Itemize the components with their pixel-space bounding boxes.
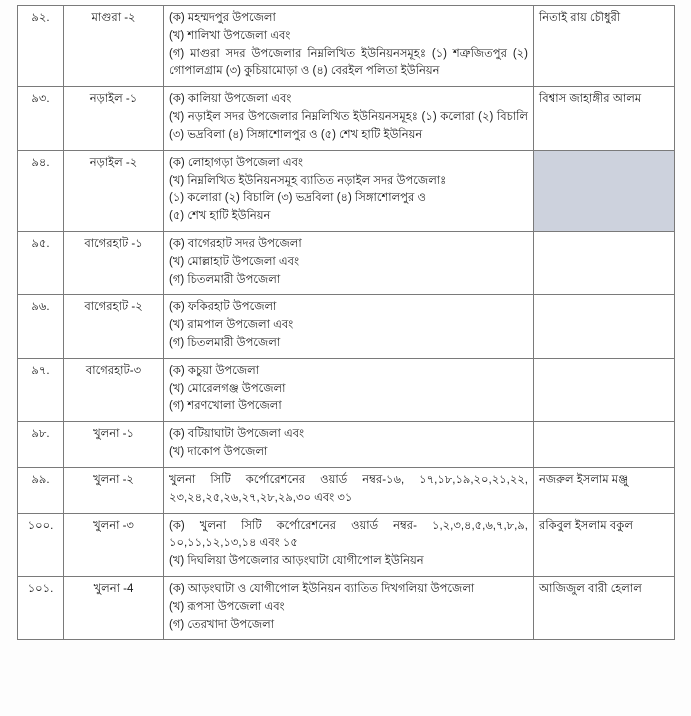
area-line: (ক) ফকিরহাট উপজেলা bbox=[169, 301, 277, 314]
area-line: (খ) রূপসা উপজেলা এবং bbox=[169, 600, 285, 613]
row-serial: ১০০. bbox=[18, 513, 64, 576]
area-line: (গ) চিতলমারী উপজেলা bbox=[169, 273, 281, 286]
area-line: (গ) তেরখাদা উপজেলা bbox=[169, 618, 275, 631]
table-row bbox=[18, 513, 675, 576]
area-line: (খ) নড়াইল সদর উপজেলার নিম্নলিখিত ইউনিয়নসমূহঃ (১) কলোরা (২) বিচালি (৩) ভদ্রবিলা (৪) সিঙ্গাশোলপুর ও (৫) শেখ হাটি ইউনিয়ন bbox=[169, 111, 528, 141]
row-constituency: মাগুরা -২ bbox=[64, 6, 164, 87]
row-person bbox=[534, 422, 675, 468]
table-row bbox=[18, 87, 675, 150]
area-line: (গ) চিতলমারী উপজেলা bbox=[169, 337, 281, 349]
area-line: (খ) দাকোপ উপজেলা bbox=[169, 446, 268, 459]
table-row bbox=[18, 295, 675, 358]
area-line: (ক) বটিয়াঘাটা উপজেলা এবং bbox=[169, 428, 305, 441]
row-person: নিতাই রায় চৌধুরী bbox=[534, 6, 675, 87]
area-line: (ক) খুলনা সিটি কর্পোরেশনের ওয়ার্ড নম্বর- ১,২,৩,৪,৫,৬,৭,৮,৯, ১০,১১,১২,১৩,১৪ এবং ১৫ bbox=[169, 519, 528, 550]
constituency-table bbox=[17, 5, 675, 640]
table-row bbox=[18, 150, 675, 231]
area-line: (ক) কালিয়া উপজেলা এবং bbox=[169, 93, 292, 106]
row-serial: ১০১. bbox=[18, 576, 64, 639]
row-area bbox=[164, 295, 534, 358]
row-constituency: খুলনা -৩ bbox=[64, 513, 164, 576]
row-area bbox=[164, 150, 534, 231]
row-serial: ৯২. bbox=[18, 6, 64, 87]
row-serial: ৯৬. bbox=[18, 295, 64, 358]
row-serial: ৯৭. bbox=[18, 358, 64, 421]
row-constituency: নড়াইল -১ bbox=[64, 87, 164, 150]
row-serial: ৯৯. bbox=[18, 467, 64, 513]
row-serial: ৯৪. bbox=[18, 150, 64, 231]
area-line: (গ) শরণখোলা উপজেলা bbox=[169, 400, 282, 413]
row-serial: ৯৫. bbox=[18, 231, 64, 294]
area-line: (১) কলোরা (২) বিচালি (৩) ভদ্রবিলা (৪) সিঙ্গাশোলপুর ও bbox=[169, 192, 426, 205]
row-area bbox=[164, 87, 534, 150]
row-person: রকিবুল ইসলাম বকুল bbox=[534, 513, 675, 576]
row-area bbox=[164, 422, 534, 468]
row-person: আজিজুল বারী হেলাল bbox=[534, 576, 675, 639]
row-constituency: বাগেরহাট-৩ bbox=[64, 358, 164, 421]
row-serial: ৯৩. bbox=[18, 87, 64, 150]
row-person bbox=[534, 231, 675, 294]
table-row bbox=[18, 231, 675, 294]
row-constituency: খুলনা -২ bbox=[64, 467, 164, 513]
table-row bbox=[18, 422, 675, 468]
row-person: নজরুল ইসলাম মঞ্জু bbox=[534, 467, 675, 513]
row-person bbox=[534, 358, 675, 421]
row-constituency: নড়াইল -২ bbox=[64, 150, 164, 231]
area-line: (খ) মোরেলগঞ্জ উপজেলা bbox=[169, 382, 286, 395]
area-line: (ক) লোহাগড়া উপজেলা এবং bbox=[169, 156, 303, 169]
area-line: (খ) রামপাল উপজেলা এবং bbox=[169, 319, 294, 332]
area-line: (ক) মহম্মদপুর উপজেলা bbox=[169, 12, 276, 24]
table-row bbox=[18, 6, 675, 87]
area-line: (গ) মাগুরা সদর উপজেলার নিম্নলিখিত ইউনিয়নসমূহঃ (১) শত্রুজিতপুর (২) গোপালগ্রাম (৩) কুচিয়ামোড়া ও (৪) বেরইল পলিতা ইউনিয়ন bbox=[169, 47, 528, 78]
row-area bbox=[164, 513, 534, 576]
row-constituency: খুলনা -১ bbox=[64, 422, 164, 468]
row-area bbox=[164, 231, 534, 294]
row-constituency: বাগেরহাট -২ bbox=[64, 295, 164, 358]
row-area bbox=[164, 467, 534, 513]
row-constituency: খুলনা -4 bbox=[64, 576, 164, 639]
area-line: (খ) নিম্নলিখিত ইউনিয়নসমূহ ব্যাতিত নড়াইল সদর উপজেলাঃ bbox=[169, 174, 447, 187]
row-area bbox=[164, 358, 534, 421]
area-line: (খ) দিঘলিয়া উপজেলার আড়ংঘাটা যোগীপোল ইউনিয়ন bbox=[169, 555, 424, 568]
table-row bbox=[18, 576, 675, 639]
row-person bbox=[534, 150, 675, 231]
row-person bbox=[534, 295, 675, 358]
row-serial: ৯৮. bbox=[18, 422, 64, 468]
area-line: খুলনা সিটি কর্পোরেশনের ওয়ার্ড নম্বর-১৬, ১৭,১৮,১৯,২০,২১,২২, ২৩,২৪,২৫,২৬,২৭,২৮,২৯,৩০ এবং ৩১ bbox=[169, 473, 528, 504]
area-line: (খ) শালিখা উপজেলা এবং bbox=[169, 29, 291, 42]
table-row bbox=[18, 358, 675, 421]
area-line: (ক) আড়ংঘাটা ও যোগীপোল ইউনিয়ন ব্যাতিত দিখগলিয়া উপজেলা bbox=[169, 582, 475, 595]
area-line: (ক) কচুয়া উপজেলা bbox=[169, 364, 260, 377]
row-area bbox=[164, 6, 534, 87]
row-area bbox=[164, 576, 534, 639]
area-line: (খ) মোল্লাহাট উপজেলা এবং bbox=[169, 255, 300, 268]
row-person: বিশ্বাস জাহাঙ্গীর আলম bbox=[534, 87, 675, 150]
table-row bbox=[18, 467, 675, 513]
area-line: (৫) শেখ হাটি ইউনিয়ন bbox=[169, 210, 271, 223]
area-line: (ক) বাগেরহাট সদর উপজেলা bbox=[169, 237, 302, 250]
row-constituency: বাগেরহাট -১ bbox=[64, 231, 164, 294]
